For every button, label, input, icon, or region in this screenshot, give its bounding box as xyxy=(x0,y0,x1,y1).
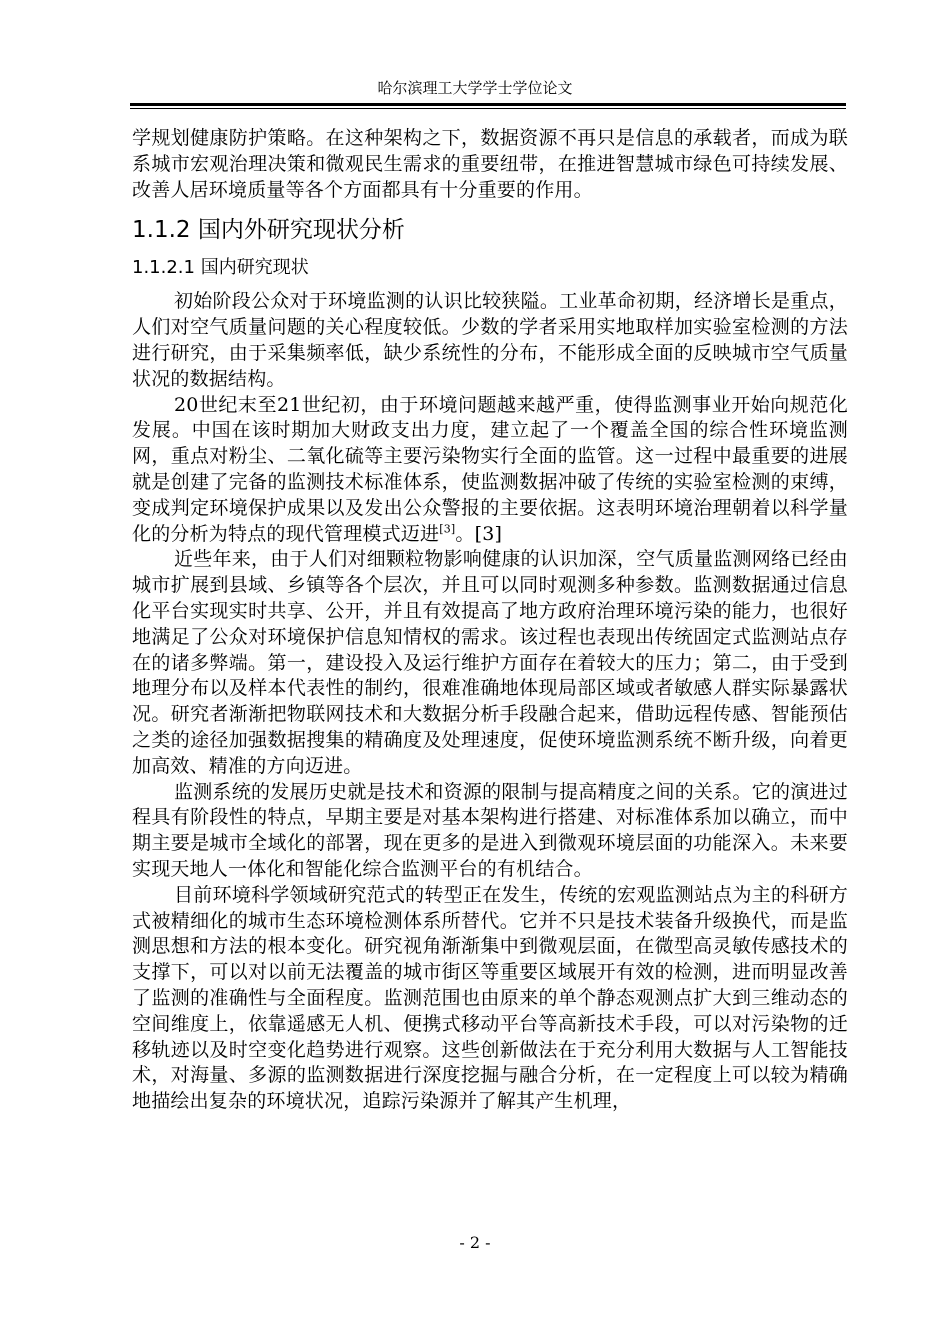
subsection-heading: 1.1.2.1 国内研究现状 xyxy=(132,257,309,279)
section-heading: 1.1.2 国内外研究现状分析 xyxy=(132,217,405,244)
running-header: 哈尔滨理工大学学士学位论文 xyxy=(377,79,573,97)
paragraph-4: 监测系统的发展历史就是技术和资源的限制与提高精度之间的关系。它的演进过程具有阶段性的特点，早期主要是对基本架构进行搭建、对标准体系加以确立，而中期主要是城市全域化的部署，现在更多的是进入到微观环境层面的功能深入。未来要实现天地人一体化和智能化综合监测平台的有机结合。 xyxy=(132,780,848,880)
paragraph-1: 初始阶段公众对于环境监测的认识比较狭隘。工业革命初期，经济增长是重点，人们对空气质量问题的关心程度较低。少数的学者采用实地取样加实验室检测的方法进行研究，由于采集频率低，缺少系统性的分布，不能形成全面的反映城市空气质量状况的数据结构。 xyxy=(132,290,848,390)
paragraph-2-text: 20世纪末至21世纪初，由于环境问题越来越严重，使得监测事业开始向规范化发展。中国在该时期加大财政支出力度，建立起了一个覆盖全国的综合性环境监测网，重点对粉尘、二氧化硫等主要污染物实行全面的监管。这一过程中最重要的进展就是创建了完备的监测技术标准体系，使监测数据冲破了传统的实验室检测的束缚，变成判定环境保护成果以及发出公众警报的主要依据。这表明环境治理朝着以科学量化的分析为特点的现代管理模式迈进 xyxy=(132,393,848,545)
paragraph-2 xyxy=(132,393,848,548)
page-number: - 2 - xyxy=(459,1233,491,1252)
citation-superscript: [3] xyxy=(439,522,456,536)
header-rule-thin xyxy=(130,108,846,109)
paragraph-2-tail: 。[3] xyxy=(455,522,503,545)
paragraph-5: 目前环境科学领域研究范式的转型正在发生，传统的宏观监测站点为主的科研方式被精细化的城市生态环境检测体系所替代。它并不只是技术装备升级换代，而是监测思想和方法的根本变化。研究视角渐渐集中到微观层面，在微型高灵敏传感技术的支撑下，可以对以前无法覆盖的城市街区等重要区域展开有效的检测，进而明显改善了监测的准确性与全面程度。监测范围也由原来的单个静态观测点扩大到三维动态的空间维度上，依靠遥感无人机、便携式移动平台等高新技术手段，可以对污染物的迁移轨迹以及时空变化趋势进行观察。这些创新做法在于充分利用大数据与人工智能技术，对海量、多源的监测数据进行深度挖掘与融合分析，在一定程度上可以较为精确地描绘出复杂的环境状况，追踪污染源并了解其产生机理， xyxy=(132,883,848,1113)
page-body xyxy=(132,126,848,1115)
paragraph-continued: 学规划健康防护策略。在这种架构之下，数据资源不再只是信息的承载者，而成为联系城市宏观治理决策和微观民生需求的重要纽带，在推进智慧城市绿色可持续发展、改善人居环境质量等各个方面都具有十分重要的作用。 xyxy=(132,127,848,201)
header-rule-thick xyxy=(130,103,846,106)
paragraph-3: 近些年来，由于人们对细颗粒物影响健康的认识加深，空气质量监测网络已经由城市扩展到县域、乡镇等各个层次，并且可以同时观测多种参数。监测数据通过信息化平台实现实时共享、公开，并且有效提高了地方政府治理环境污染的能力，也很好地满足了公众对环境保护信息知情权的需求。该过程也表现出传统固定式监测站点存在的诸多弊端。第一，建设投入及运行维护方面存在着较大的压力；第二，由于受到地理分布以及样本代表性的制约，很难准确地体现局部区域或者敏感人群实际暴露状况。研究者渐渐把物联网技术和大数据分析手段融合起来，借助远程传感、智能预估之类的途径加强数据搜集的精确度及处理速度，促使环境监测系统不断升级，向着更加高效、精准的方向迈进。 xyxy=(132,548,848,777)
